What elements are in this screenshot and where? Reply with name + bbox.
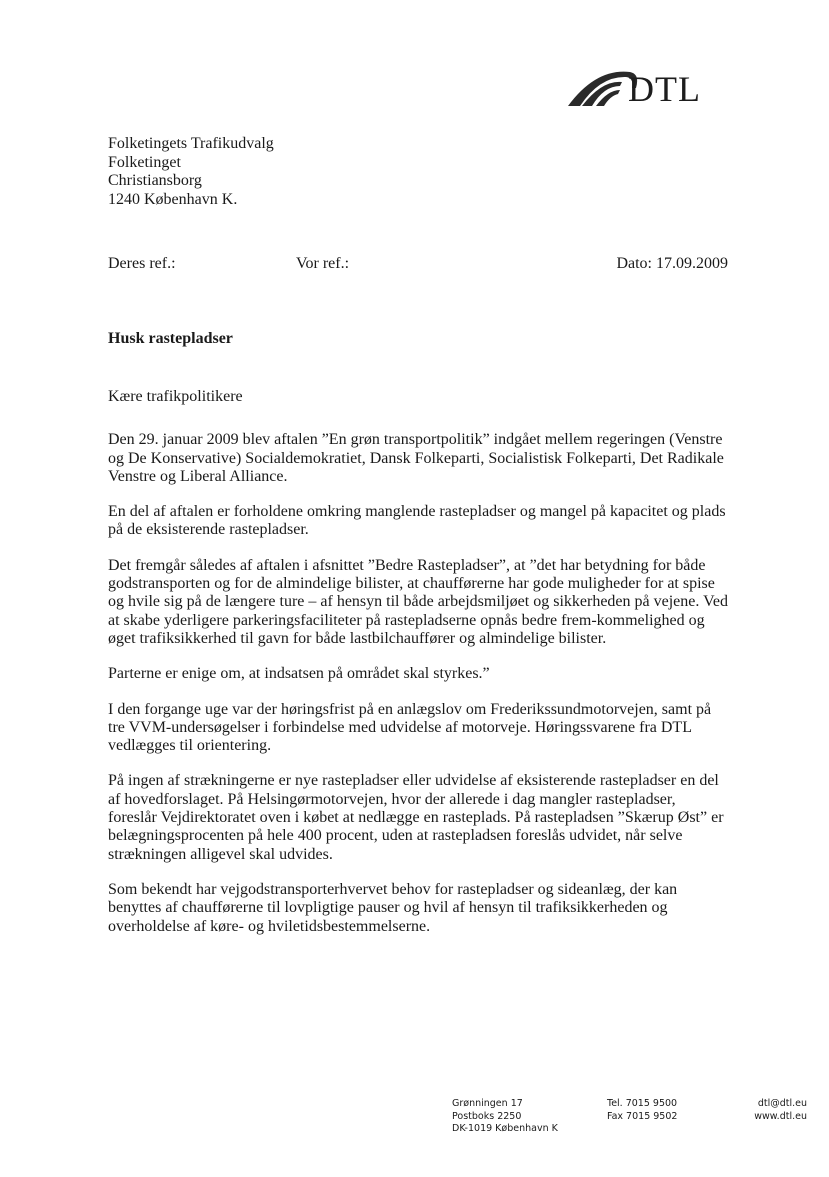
recipient-line: Christiansborg — [108, 172, 202, 189]
body-paragraph: På ingen af strækningerne er nye rastepladser eller udvidelse af eksisterende rastepladser en del af hovedforslaget. På Helsingørmotorvejen, hvor der allerede i dag mangler rastepladser, foreslår Vejdirektoratet oven i købet at nedlægge en rasteplads. På rastepladsen ”Skærup Øst” er belægningsprocenten på hele 400 procent, uden at rastepladsen foreslås udvidet, når selve strækningen alligevel skal udvides. — [108, 772, 724, 863]
footer-fax: Fax 7015 9502 — [607, 1110, 678, 1122]
body-paragraph: Som bekendt har vejgodstransporterhvervet behov for rastepladser og sideanlæg, der kan benyttes af chaufførerne til lovpligtige pauser og hvil af hensyn til trafiksikkerheden og overholdelse af køre- og hviletidsbestemmelserne. — [108, 880, 678, 935]
footer-contact — [754, 1098, 807, 1123]
letter-date: Dato: 17.09.2009 — [616, 255, 728, 272]
your-reference: Deres ref.: — [108, 255, 176, 272]
our-reference: Vor ref.: — [296, 255, 350, 272]
recipient-line: Folketingets Trafikudvalg — [108, 135, 274, 152]
salutation: Kære trafikpolitikere — [108, 388, 243, 405]
letter-subject: Husk rastepladser — [108, 330, 233, 347]
footer-website: www.dtl.eu — [754, 1110, 807, 1122]
recipient-address — [108, 135, 274, 209]
footer-phone — [607, 1098, 677, 1123]
letter-body — [108, 388, 728, 953]
footer-tel: Tel. 7015 9500 — [607, 1098, 678, 1109]
footer-email: dtl@dtl.eu — [757, 1098, 807, 1109]
body-paragraph: Det fremgår således af aftalen i afsnittet ”Bedre Rastepladser”, at ”det har betydning for både godstransporten og for de almindelige bilister, at chaufførerne har gode muligheder for at spise og hvile sig på de længere ture – af hensyn til både arbejdsmiljøet og sikkerheden på vejene. Ved at skabe yderligere parkeringsfaciliteter på rastepladserne opnås bedre frem-kommelighed og øget trafiksikkerhed til gavn for både lastbilchauffører og almindelige bilister. — [108, 556, 728, 647]
recipient-line: Folketinget — [108, 153, 181, 171]
dtl-logo-text: DTL — [628, 69, 701, 109]
footer-address-line: Grønningen 17 — [452, 1098, 523, 1109]
recipient-line: 1240 København K. — [108, 190, 238, 208]
body-paragraph: Den 29. januar 2009 blev aftalen ”En grøn transportpolitik” indgået mellem regeringen (Venstre og De Konservative) Socialdemokratiet, Dansk Folkeparti, Socialistisk Folkeparti, Det Radikale Venstre og Liberal Alliance. — [108, 431, 724, 485]
reference-line — [108, 255, 728, 275]
footer-address-line: DK-1019 København K — [452, 1123, 558, 1134]
body-paragraph: I den forgange uge var der høringsfrist på en anlægslov om Frederikssundmotorvejen, samt på tre VVM-undersøgelser i forbindelse med udvidelse af motorveje. Høringssvarene fra DTL vedlægges til orientering. — [108, 700, 712, 755]
body-paragraph: Parterne er enige om, at indsatsen på området skal styrkes.” — [108, 665, 490, 683]
footer-address — [452, 1098, 558, 1136]
body-paragraph: En del af aftalen er forholdene omkring manglende rastepladser og mangel på kapacitet og plads på de eksisterende rastepladser. — [108, 503, 726, 539]
footer-address-line: Postboks 2250 — [452, 1110, 522, 1122]
